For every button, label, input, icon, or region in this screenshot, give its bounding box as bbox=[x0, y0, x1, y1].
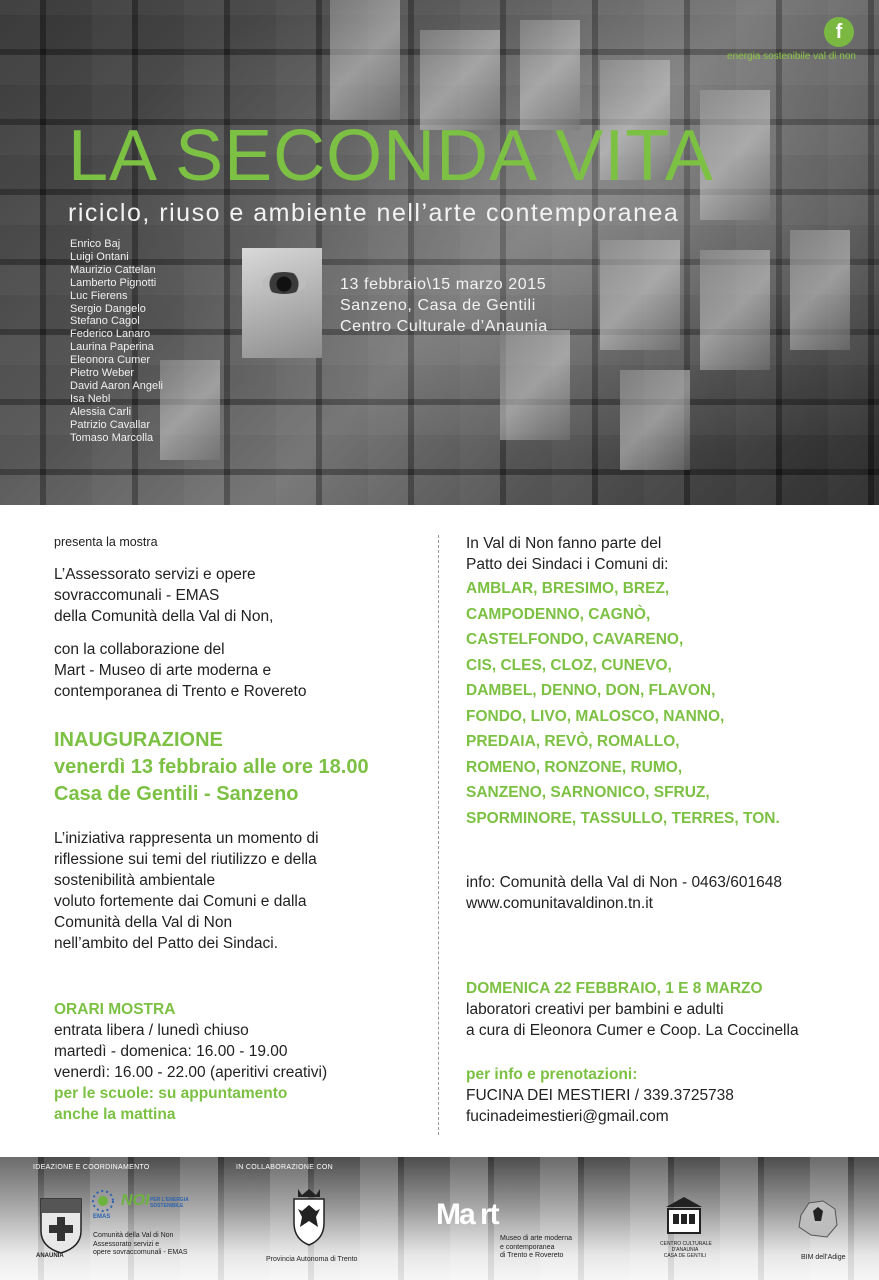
photo-tile bbox=[520, 20, 580, 130]
comuni-line: AMBLAR, BRESIMO, BREZ, bbox=[466, 580, 670, 597]
mart-text bbox=[500, 1235, 572, 1261]
text-line: Assessorato servizi e bbox=[93, 1240, 160, 1248]
presenta-text: presenta la mostra bbox=[54, 535, 158, 549]
event-venue: Centro Culturale d’Anaunia bbox=[340, 318, 548, 335]
text-line: Patto dei Sindaci i Comuni di: bbox=[466, 556, 669, 573]
provincia-text: Provincia Autonoma di Trento bbox=[266, 1256, 358, 1263]
text-line: contemporanea di Trento e Rovereto bbox=[54, 683, 307, 700]
patto-intro bbox=[466, 533, 866, 575]
collaborazione-label: IN COLLABORAZIONE CON bbox=[236, 1164, 333, 1171]
artist-name: David Aaron Angeli bbox=[70, 379, 163, 392]
inaugurazione-date: venerdì 13 febbraio alle ore 18.00 bbox=[54, 756, 369, 778]
provincia-eagle-icon bbox=[290, 1187, 328, 1247]
laboratori-title: DOMENICA 22 FEBBRAIO, 1 E 8 MARZO bbox=[466, 980, 763, 997]
prenotazioni-block bbox=[466, 1064, 866, 1127]
text-line: D'ANAUNIA bbox=[671, 1247, 699, 1253]
text-line: a cura di Eleonora Cumer e Coop. La Coccinella bbox=[466, 1022, 799, 1039]
noi-logo: NOI bbox=[121, 1192, 150, 1209]
artist-name: Patrizio Cavallar bbox=[70, 418, 151, 431]
comuni-line: CASTELFONDO, CAVARENO, bbox=[466, 631, 684, 648]
text-line: entrata libera / lunedì chiuso bbox=[54, 1022, 249, 1039]
website-link[interactable]: www.comunitavaldinon.tn.it bbox=[466, 895, 653, 912]
artist-name: Luigi Ontani bbox=[70, 250, 129, 263]
event-dates: 13 febbraio\15 marzo 2015 bbox=[340, 276, 547, 293]
eye-icon bbox=[262, 272, 306, 294]
photo-tile bbox=[790, 230, 850, 350]
text-line: voluto fortemente dai Comuni e dalla bbox=[54, 893, 307, 910]
photo-tile bbox=[700, 250, 770, 370]
artist-name: Enrico Baj bbox=[70, 238, 121, 250]
header-photo bbox=[0, 0, 879, 505]
orari-block bbox=[54, 999, 424, 1125]
facebook-icon[interactable]: f bbox=[824, 17, 854, 47]
text-line: CASA DE GENTILI bbox=[663, 1253, 707, 1259]
artist-name: Isa Nebl bbox=[70, 392, 111, 405]
casa-de-gentili-icon bbox=[662, 1193, 706, 1237]
assessorato-block bbox=[54, 564, 424, 627]
photo-tile bbox=[500, 330, 570, 440]
iniziativa-block bbox=[54, 828, 424, 954]
text-line: venerdì: 16.00 - 22.00 (aperitivi creativi) bbox=[54, 1064, 328, 1081]
phone-line: FUCINA DEI MESTIERI / 339.3725738 bbox=[466, 1087, 734, 1104]
text-line: Museo di arte moderna bbox=[500, 1235, 572, 1242]
text-line: Mart - Museo di arte moderna e bbox=[54, 662, 272, 679]
artist-name: Maurizio Cattelan bbox=[70, 263, 156, 276]
text-line: In Val di Non fanno parte del bbox=[466, 535, 662, 552]
comuni-line: PREDAIA, REVÒ, ROMALLO, bbox=[466, 733, 680, 750]
eye-photo-tile bbox=[242, 248, 322, 358]
anaunia-label: ANAUNIA bbox=[36, 1253, 64, 1259]
text-line: sovraccomunali - EMAS bbox=[54, 587, 220, 604]
comuni-line: SPORMINORE, TASSULLO, TERRES, TON. bbox=[466, 809, 780, 827]
photo-tile bbox=[620, 370, 690, 470]
text-line: martedì - domenica: 16.00 - 19.00 bbox=[54, 1043, 288, 1060]
artist-name: Tomaso Marcolla bbox=[70, 431, 154, 444]
artist-name: Eleonora Cumer bbox=[70, 354, 151, 367]
comuni-line: DAMBEL, DENNO, DON, FLAVON, bbox=[466, 682, 716, 699]
artist-name: Lamberto Pignotti bbox=[70, 276, 157, 289]
event-info bbox=[340, 274, 548, 337]
text-line: di Trento e Rovereto bbox=[500, 1252, 564, 1259]
anaunia-crest-icon bbox=[36, 1195, 86, 1257]
artist-name: Alessia Carli bbox=[70, 405, 132, 418]
photo-tile bbox=[330, 0, 400, 120]
inaugurazione-place: Casa de Gentili - Sanzeno bbox=[54, 783, 299, 805]
text-line: con la collaborazione del bbox=[54, 641, 225, 658]
comunita-footer-text bbox=[93, 1232, 188, 1258]
text-line: Comunità della Val di Non bbox=[54, 914, 233, 931]
comuni-list bbox=[466, 576, 866, 831]
info-block bbox=[466, 872, 866, 914]
artist-name: Pietro Weber bbox=[70, 367, 134, 380]
artist-name: Luc Fierens bbox=[70, 289, 128, 302]
exhibition-subtitle: riciclo, riuso e ambiente nell’arte contemporanea bbox=[68, 199, 680, 227]
text-line: opere sovraccomunali - EMAS bbox=[93, 1249, 188, 1256]
column-divider bbox=[438, 535, 439, 1135]
text-line: Comunità della Val di Non bbox=[93, 1232, 174, 1239]
emas-stars-icon bbox=[90, 1189, 116, 1213]
ideazione-label: IDEAZIONE E COORDINAMENTO bbox=[33, 1164, 150, 1171]
photo-tile bbox=[160, 360, 220, 460]
footer-logos bbox=[0, 1157, 879, 1280]
text-line: L’iniziativa rappresenta un momento di bbox=[54, 830, 319, 847]
comuni-line: SANZENO, SARNONICO, SFRUZ, bbox=[466, 784, 710, 801]
prenotazioni-title: per info e prenotazioni: bbox=[466, 1066, 638, 1083]
bim-text: BIM dell'Adige bbox=[801, 1254, 846, 1261]
artist-name: Stefano Cagol bbox=[70, 315, 140, 328]
text-line: e contemporanea bbox=[500, 1243, 555, 1251]
scuole-line: per le scuole: su appuntamento bbox=[54, 1085, 288, 1102]
noi-text: PER L'ENERGIA SOSTENIBILE bbox=[150, 1197, 189, 1209]
text-line: nell’ambito del Patto dei Sindaci. bbox=[54, 935, 279, 952]
artist-list bbox=[70, 238, 163, 445]
comuni-line: FONDO, LIVO, MALOSCO, NANNO, bbox=[466, 707, 725, 725]
comuni-line: ROMENO, RONZONE, RUMO, bbox=[466, 758, 683, 776]
inaugurazione-block bbox=[54, 727, 424, 808]
mart-logo: Ma rt bbox=[436, 1198, 498, 1231]
text-line: laboratori creativi per bambini e adulti bbox=[466, 1001, 724, 1018]
exhibition-title: LA SECONDA VITA bbox=[68, 116, 714, 196]
facebook-label[interactable]: energia sostenibile val di non bbox=[727, 51, 856, 62]
photo-tile bbox=[600, 240, 680, 350]
inaugurazione-title: INAUGURAZIONE bbox=[54, 729, 223, 751]
comuni-line: CAMPODENNO, CAGNÒ, bbox=[466, 605, 651, 623]
text-line: CENTRO CULTURALE bbox=[660, 1241, 712, 1247]
artist-name: Federico Lanaro bbox=[70, 328, 151, 341]
email-link[interactable]: fucinadeimestieri@gmail.com bbox=[466, 1108, 669, 1125]
bim-adige-map-icon bbox=[795, 1195, 841, 1241]
centro-text bbox=[660, 1241, 710, 1259]
orari-title: ORARI MOSTRA bbox=[54, 1001, 176, 1018]
artist-name: Sergio Dangelo bbox=[70, 302, 146, 315]
laboratori-block bbox=[466, 978, 866, 1041]
text-line: riflessione sui temi del riutilizzo e della bbox=[54, 851, 317, 868]
artist-name: Laurina Paperina bbox=[70, 341, 154, 354]
collaborazione-block bbox=[54, 639, 424, 702]
comuni-line: CIS, CLES, CLOZ, CUNEVO, bbox=[466, 656, 672, 674]
text-line: L’Assessorato servizi e opere bbox=[54, 566, 256, 583]
text-line: sostenibilità ambientale bbox=[54, 872, 216, 889]
event-place: Sanzeno, Casa de Gentili bbox=[340, 297, 536, 314]
text-line: della Comunità della Val di Non, bbox=[54, 608, 274, 625]
emas-label: EMAS bbox=[93, 1214, 111, 1220]
scuole-line: anche la mattina bbox=[54, 1106, 176, 1123]
info-line: info: Comunità della Val di Non - 0463/601648 bbox=[466, 874, 782, 891]
